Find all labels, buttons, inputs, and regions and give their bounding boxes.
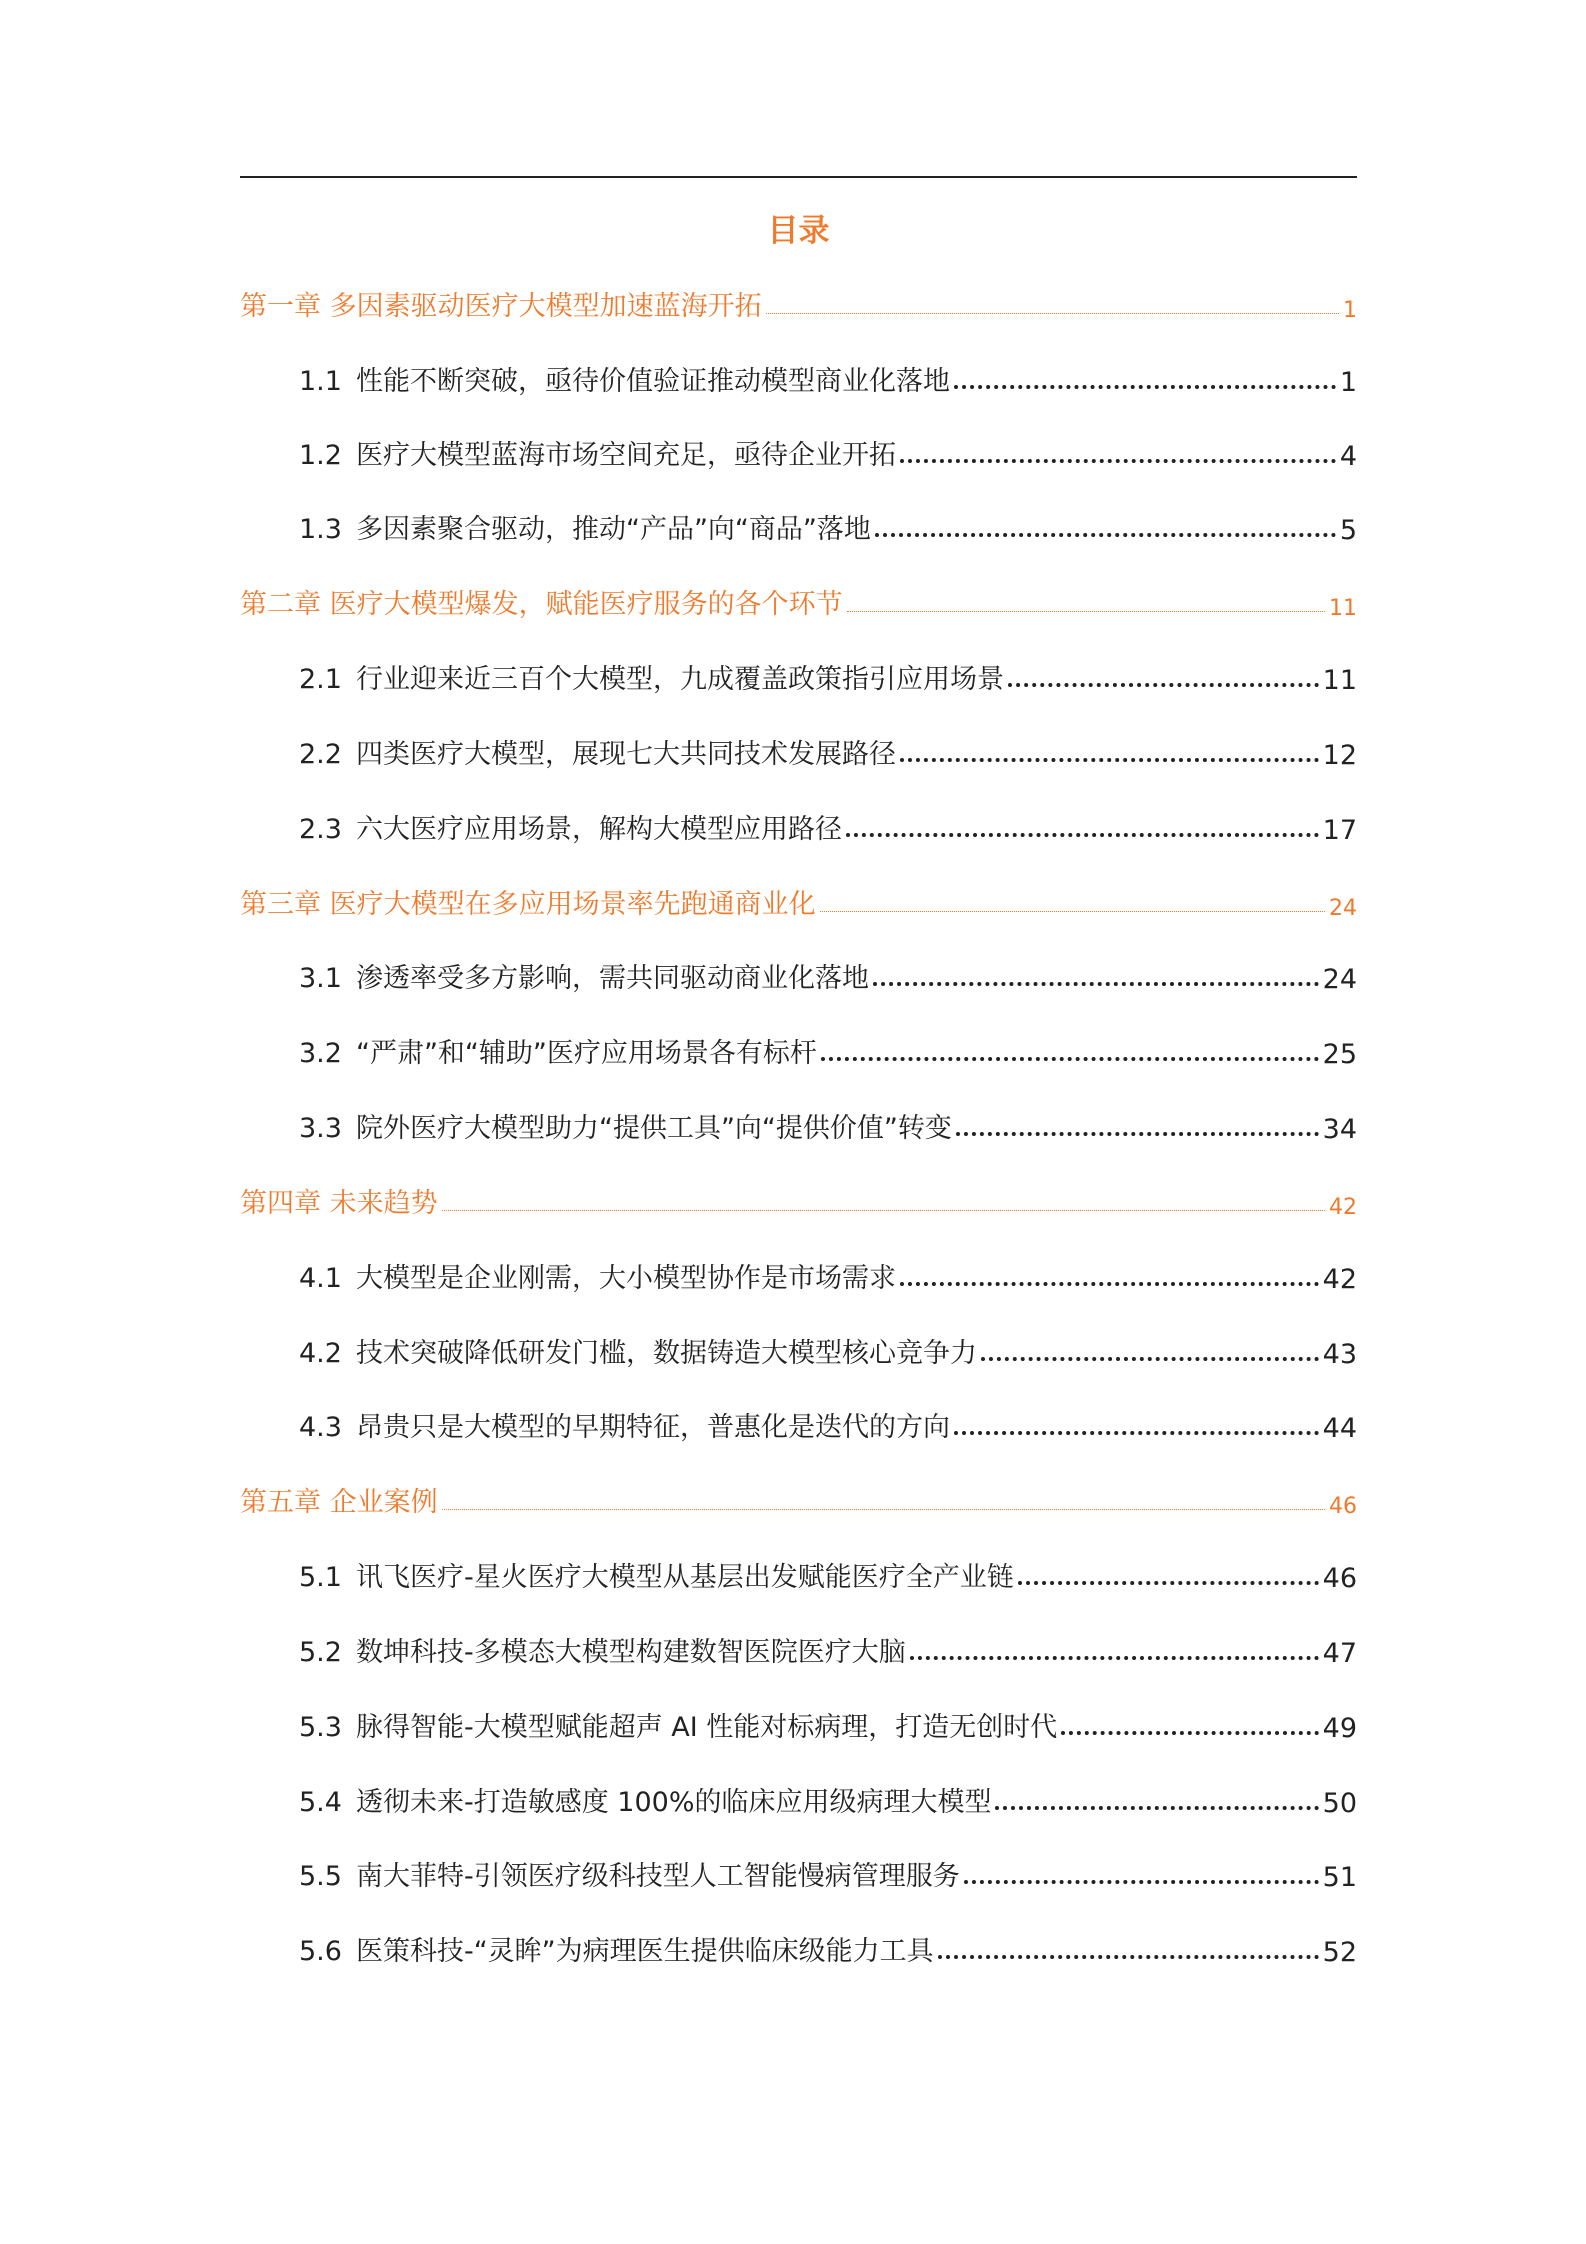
dot-leader [766, 312, 1339, 314]
section-title: 院外医疗大模型助力“提供工具”向“提供价值”转变 [355, 1113, 952, 1144]
page-number: 4 [1339, 441, 1357, 472]
dot-leader [873, 981, 1319, 986]
section-title: 技术突破降低研发门槛，数据铸造大模型核心竞争力 [355, 1338, 977, 1369]
toc-section-1-1[interactable] [299, 352, 1357, 398]
section-number: 4.3 [299, 1412, 342, 1443]
chapter-title: 第四章 未来趋势 [240, 1188, 438, 1219]
dot-leader [1008, 682, 1319, 687]
dot-leader [1061, 1730, 1318, 1735]
section-title: 透彻未来-打造敏感度 100%的临床应用级病理大模型 [355, 1787, 992, 1818]
toc-section-3-2[interactable] [299, 1024, 1357, 1070]
toc-title: 目录 [767, 213, 830, 249]
page-number: 1 [1339, 367, 1357, 398]
dot-leader [820, 910, 1325, 912]
dot-leader [956, 1131, 1319, 1136]
dot-leader [995, 1805, 1318, 1810]
section-title: 医疗大模型蓝海市场空间充足，亟待企业开拓 [355, 440, 896, 471]
section-number: 1.3 [299, 514, 342, 545]
section-title: 昂贵只是大模型的早期特征，普惠化是迭代的方向 [355, 1412, 950, 1443]
page-number: 50 [1322, 1788, 1357, 1819]
toc-section-5-2[interactable] [299, 1623, 1357, 1669]
page-number: 17 [1322, 815, 1357, 846]
section-number: 5.3 [299, 1712, 342, 1743]
page-number: 11 [1322, 665, 1357, 696]
page-number: 42 [1329, 1195, 1357, 1220]
dot-leader [900, 1281, 1319, 1286]
dot-leader [846, 832, 1319, 837]
dot-leader [821, 1056, 1319, 1061]
section-title: 脉得智能-大模型赋能超声 AI 性能对标病理，打造无创时代 [355, 1712, 1058, 1743]
page-number: 5 [1339, 515, 1357, 546]
page-number: 25 [1322, 1039, 1357, 1070]
page-number: 42 [1322, 1264, 1357, 1295]
page-number: 46 [1322, 1563, 1357, 1594]
page-number: 24 [1322, 964, 1357, 995]
page-number: 52 [1322, 1937, 1357, 1968]
section-number: 1.2 [299, 440, 342, 471]
section-number: 2.2 [299, 739, 342, 770]
dot-leader [938, 1954, 1319, 1959]
page-number: 43 [1322, 1339, 1357, 1370]
dot-leader [954, 384, 1336, 389]
toc-chapter-1[interactable] [240, 277, 1357, 323]
toc-section-5-6[interactable] [299, 1922, 1357, 1968]
toc-chapter-4[interactable] [240, 1174, 1357, 1220]
section-title: 大模型是企业刚需，大小模型协作是市场需求 [355, 1263, 896, 1294]
dot-leader [964, 1879, 1319, 1884]
toc-section-5-5[interactable] [299, 1847, 1357, 1893]
section-number: 4.1 [299, 1263, 342, 1294]
dot-leader [954, 1430, 1319, 1435]
toc-chapter-5[interactable] [240, 1473, 1357, 1519]
dot-leader [1018, 1580, 1319, 1585]
toc-section-3-1[interactable] [299, 949, 1357, 995]
section-title: 南大菲特-引领医疗级科技型人工智能慢病管理服务 [355, 1861, 960, 1892]
toc-section-5-3[interactable] [299, 1698, 1357, 1744]
toc-section-5-1[interactable] [299, 1548, 1357, 1594]
toc-section-2-3[interactable] [299, 800, 1357, 846]
section-number: 5.2 [299, 1637, 342, 1668]
chapter-title: 第一章 多因素驱动医疗大模型加速蓝海开拓 [240, 291, 762, 322]
page-number: 51 [1322, 1862, 1357, 1893]
chapter-title: 第五章 企业案例 [240, 1487, 438, 1518]
dot-leader [847, 610, 1325, 612]
toc-section-1-2[interactable] [299, 426, 1357, 472]
section-number: 1.1 [299, 366, 342, 397]
section-number: 5.4 [299, 1787, 342, 1818]
section-number: 2.3 [299, 814, 342, 845]
toc-section-4-3[interactable] [299, 1398, 1357, 1444]
page-number: 46 [1329, 1494, 1357, 1519]
section-number: 2.1 [299, 664, 342, 695]
dot-leader [981, 1356, 1319, 1361]
section-number: 5.1 [299, 1562, 342, 1593]
page-number: 24 [1329, 896, 1357, 921]
toc-section-3-3[interactable] [299, 1099, 1357, 1145]
section-title: 数坤科技-多模态大模型构建数智医院医疗大脑 [355, 1637, 906, 1668]
section-number: 3.1 [299, 963, 342, 994]
section-number: 3.2 [299, 1038, 342, 1069]
section-number: 5.5 [299, 1861, 342, 1892]
section-number: 3.3 [299, 1113, 342, 1144]
toc-chapter-2[interactable] [240, 575, 1357, 621]
dot-leader [900, 757, 1319, 762]
section-title: 四类医疗大模型，展现七大共同技术发展路径 [355, 739, 896, 770]
toc-chapter-3[interactable] [240, 875, 1357, 921]
toc-section-4-2[interactable] [299, 1324, 1357, 1370]
section-title: 行业迎来近三百个大模型，九成覆盖政策指引应用场景 [355, 664, 1004, 695]
section-title: 性能不断突破，亟待价值验证推动模型商业化落地 [355, 366, 950, 397]
toc-section-1-3[interactable] [299, 500, 1357, 546]
section-title: 渗透率受多方影响，需共同驱动商业化落地 [355, 963, 869, 994]
top-rule [240, 176, 1357, 178]
section-number: 4.2 [299, 1338, 342, 1369]
page-number: 34 [1322, 1114, 1357, 1145]
page-number: 1 [1343, 298, 1357, 323]
section-title: 多因素聚合驱动，推动“产品”向“商品”落地 [355, 514, 871, 545]
dot-leader [442, 1209, 1325, 1211]
dot-leader [442, 1508, 1325, 1510]
dot-leader [900, 458, 1336, 463]
section-title: 六大医疗应用场景，解构大模型应用路径 [355, 814, 842, 845]
page-number: 47 [1322, 1638, 1357, 1669]
toc-section-5-4[interactable] [299, 1773, 1357, 1819]
page-number: 11 [1329, 596, 1357, 621]
chapter-title: 第二章 医疗大模型爆发，赋能医疗服务的各个环节 [240, 589, 843, 620]
page-number: 49 [1322, 1713, 1357, 1744]
section-number: 5.6 [299, 1936, 342, 1967]
section-title: 讯飞医疗-星火医疗大模型从基层出发赋能医疗全产业链 [355, 1562, 1014, 1593]
toc-section-2-1[interactable] [299, 650, 1357, 696]
chapter-title: 第三章 医疗大模型在多应用场景率先跑通商业化 [240, 889, 816, 920]
page-number: 12 [1322, 740, 1357, 771]
page-number: 44 [1322, 1413, 1357, 1444]
dot-leader [875, 532, 1336, 537]
section-title: 医策科技-“灵眸”为病理医生提供临床级能力工具 [355, 1936, 934, 1967]
toc-section-2-2[interactable] [299, 725, 1357, 771]
section-title: “严肃”和“辅助”医疗应用场景各有标杆 [355, 1038, 817, 1069]
dot-leader [910, 1655, 1319, 1660]
toc-section-4-1[interactable] [299, 1249, 1357, 1295]
